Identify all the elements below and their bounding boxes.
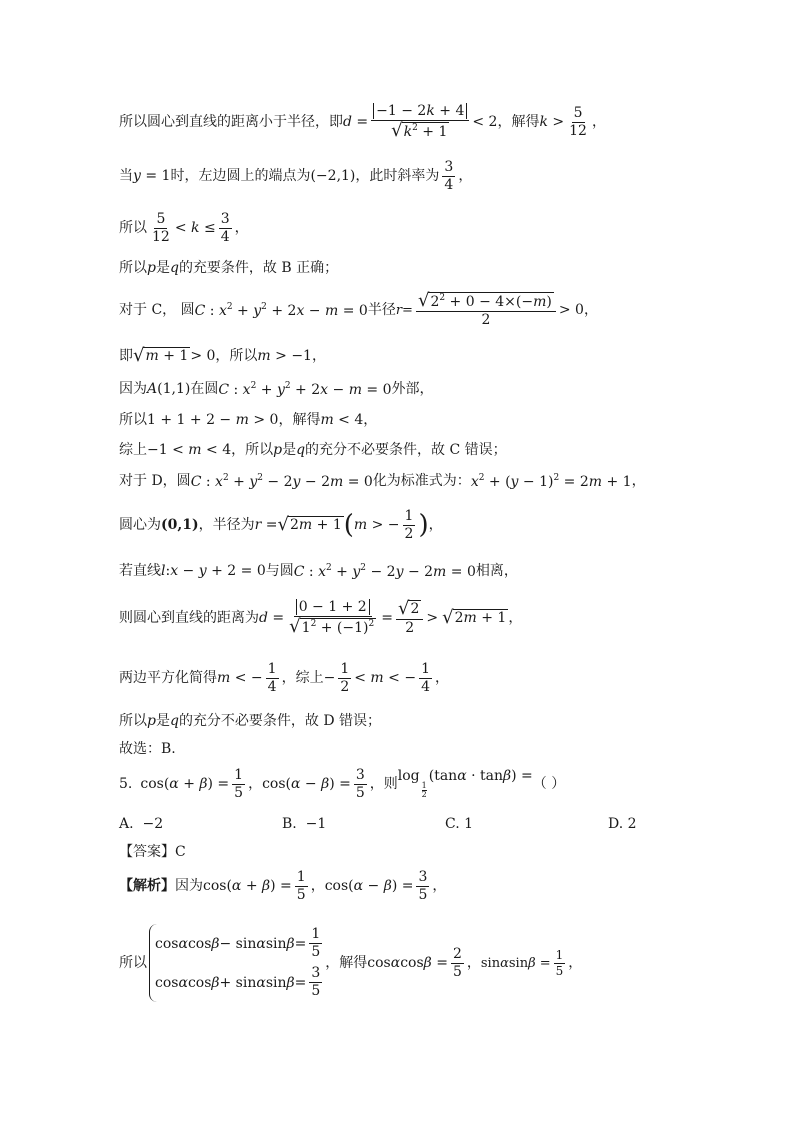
distance-fraction: −1 − 2k + 4 √ $k^2 + 1$ bbox=[371, 104, 469, 140]
choice-d[interactable]: D. 2 bbox=[608, 816, 637, 832]
line-endpoint-slope: 当 y = 1 时，左边圆上的端点为 (−2,1) ，此时斜率为 $\frac{3}{4}$ ， bbox=[119, 158, 473, 193]
line-choose-b: 故选：B. bbox=[119, 741, 176, 757]
line-line-separate: 若直线 l:x − y + 2 = 0 与圆 C : $x^2 + y^2 - 2y - 2m = 0$ 相离， bbox=[119, 562, 518, 580]
analysis-line: 【解析】 因为 cos(α + β) = $\frac{1}{5}$ ， cos(α − β) = $\frac{3}{5}$ ， bbox=[119, 868, 447, 903]
line-m-gt-minus1: 即 √ m + 1 > 0 ，所以 m > −1 ， bbox=[119, 345, 326, 366]
line-conclusion-d: 所以 p 是 q 的充分不必要条件，故 D 错误； bbox=[119, 713, 382, 729]
line-point-outside: 因为 A(1,1) 在圆 C : $x^2 + y^2 + 2x - m = 0$ 外部， bbox=[119, 380, 434, 398]
line-distance-radius: 所以圆心到直线的距离小于半径，即 d = −1 − 2k + 4 √ $k^2 + 1$ < 2 ，解得 k > $\frac{5}{12}$ ， bbox=[119, 103, 606, 141]
choice-b[interactable]: B. −1 bbox=[282, 816, 327, 832]
line-k-range: 所以 $\frac{5}{12}$ < k ≤ $\frac{3}{4}$ ， bbox=[119, 210, 249, 245]
line-center-radius: 圆心为 (0,1) ，半径为 r = √ 2m + 1 ( m > − $\frac{1}{2}$ ) ， bbox=[119, 507, 443, 542]
line-conclusion-b: 所以 p 是 q 的充要条件，故 B 正确； bbox=[119, 260, 339, 276]
line-option-c-radius: 对于 C， 圆 C : $x^2 + y^2 + 2x - m = 0$ 半径 r = √ $2^2 + 0 - 4\times(-m)$ 2 > 0 ， bbox=[119, 290, 598, 329]
system-solution-line: 所以 cos α cos β − sin α sin β = $\frac{1}{5}$ cos α cos β + sin α sin β = $\frac{3}{5}$ ，解得 cosαcosβ = $\frac{2}{5}$ ， sinαsinβ = $\frac{1}{5}$ ， bbox=[119, 922, 754, 1004]
line-m-range-d: 两边平方化简得 m < − $\frac{1}{4}$ ，综上 − $\frac{1}{2}$ < m < − $\frac{1}{4}$ ， bbox=[119, 660, 449, 695]
question-number: 5. bbox=[119, 776, 133, 792]
choice-c[interactable]: C. 1 bbox=[445, 816, 474, 832]
line-m-lt-4: 所以 1 + 1 + 2 − m > 0 ，解得 m < 4 ， bbox=[119, 412, 378, 428]
equation-system: cos α cos β − sin α sin β = $\frac{1}{5}$ cos α cos β + sin α sin β = $\frac{3}{5}$ bbox=[149, 924, 325, 1002]
answer-line: 【答案】C bbox=[119, 844, 186, 860]
line-distance-d: 则圆心到直线的距离为 d = 0 − 1 + 2 √ $1^2 + (-1)^2$ = √ 2 2 > √ 2m + 1 ， bbox=[119, 598, 523, 637]
line-option-d-standard: 对于 D，圆 C : $x^2 + y^2 - 2y - 2m = 0$ 化为标准式为： $x^2 + (y - 1)^2 = 2m + 1$ ， bbox=[119, 472, 646, 490]
choice-a[interactable]: A. −2 bbox=[119, 816, 164, 832]
line-conclusion-c: 综上 −1 < m < 4 ，所以 p 是 q 的充分不必要条件，故 C 错误； bbox=[119, 442, 507, 458]
question-5: 5. cos(α + β) = $\frac{1}{5}$ ， cos(α − β) = $\frac{3}{5}$ ，则 log $\frac{1}{2}$ (tanα · tanβ) = （ ） bbox=[119, 766, 566, 801]
analysis-tag: 【解析】 bbox=[119, 878, 175, 894]
